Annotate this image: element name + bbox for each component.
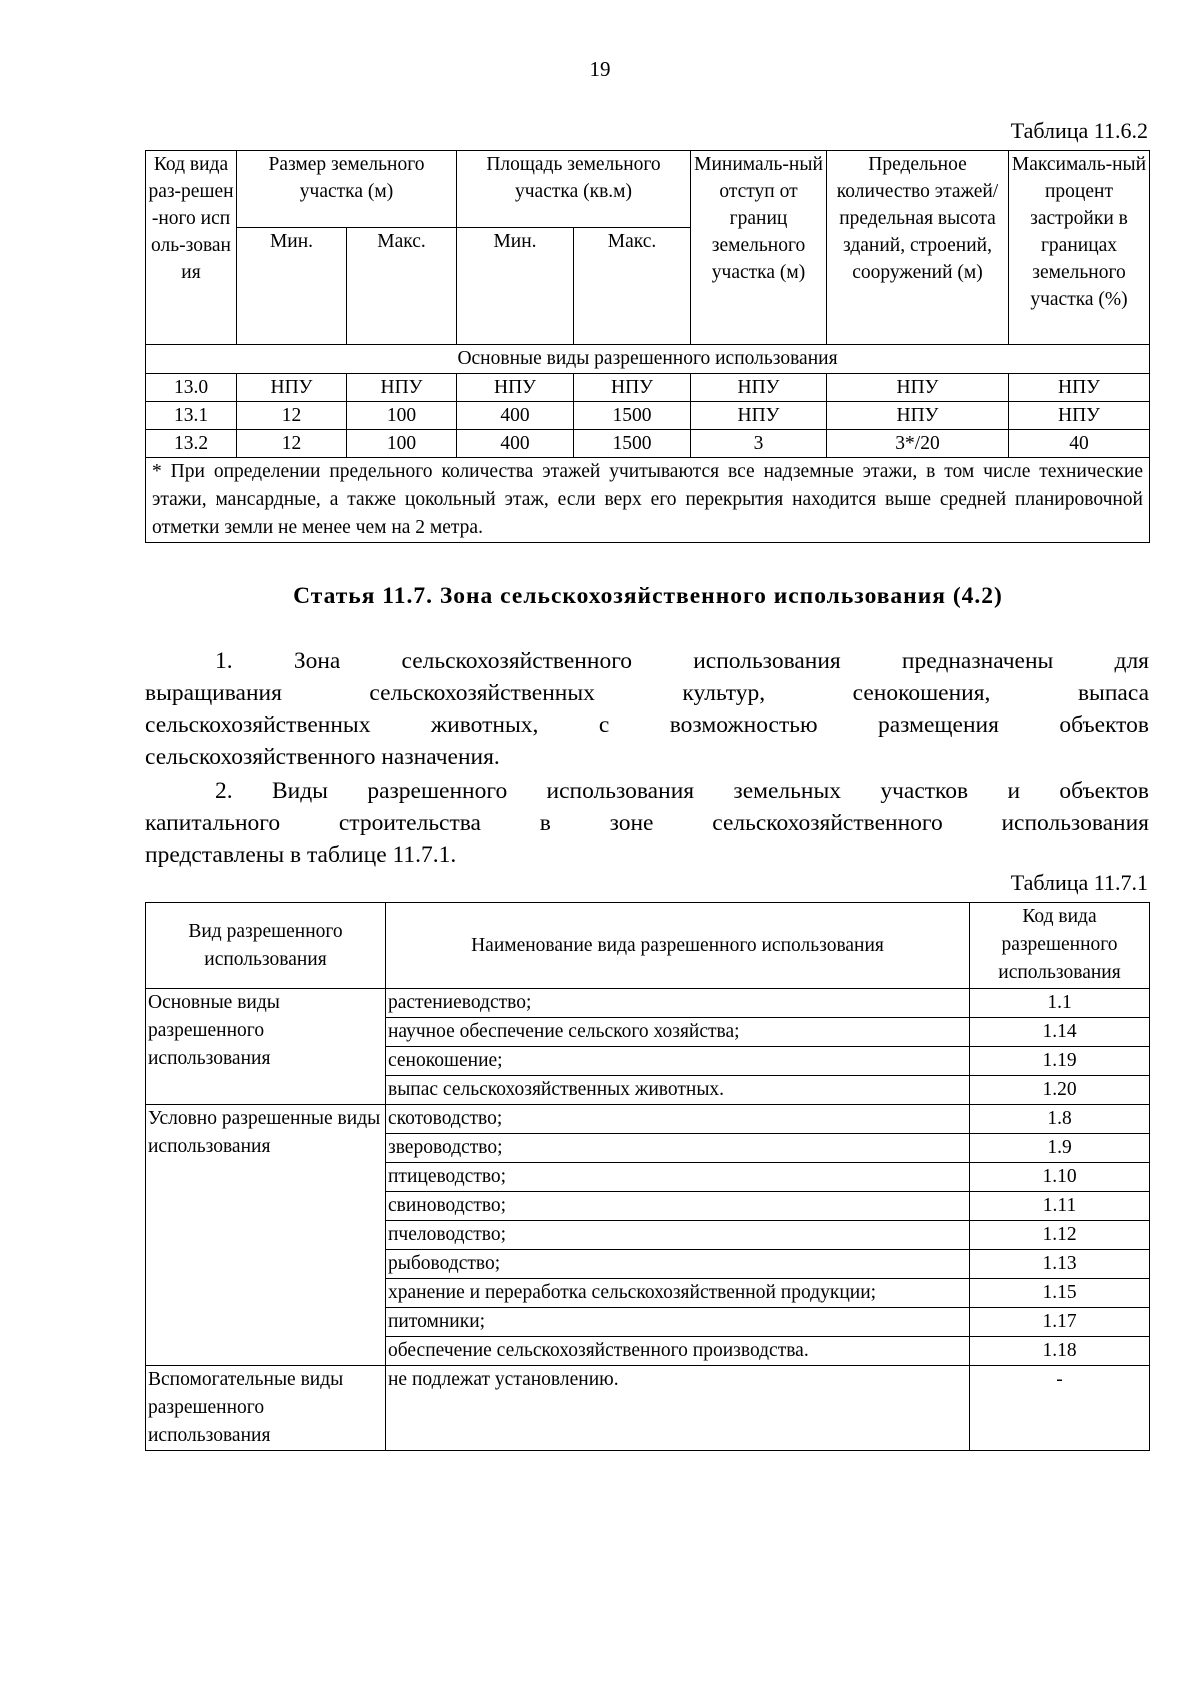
col-header-size: Размер земельного участка (м) — [237, 151, 457, 228]
table-caption: Таблица 11.6.2 — [1010, 118, 1148, 143]
paragraph-line: 1. Зона сельскохозяйственного использования предназначены для — [215, 648, 1149, 674]
paragraph-line: выращивания сельскохозяйственных культур, сенокошения, выпаса — [145, 680, 1149, 706]
use-type-code: - — [970, 1366, 1150, 1451]
use-type-code: 1.9 — [970, 1134, 1150, 1163]
use-type-name: скотоводство; — [386, 1105, 970, 1134]
use-type-code: 1.14 — [970, 1018, 1150, 1047]
table-cell: 40 — [1009, 430, 1150, 458]
table-row — [146, 989, 1150, 1018]
table-row — [146, 1366, 1150, 1451]
table-cell: НПУ — [691, 374, 827, 402]
table-cell: 400 — [457, 430, 574, 458]
article-heading: Статья 11.7. Зона сельскохозяйственного использования (4.2) — [293, 583, 1003, 609]
use-type-name: хранение и переработка сельскохозяйственной продукции; — [386, 1279, 970, 1308]
col-header-area: Площадь земельного участка (кв.м) — [457, 151, 691, 228]
table-cell: 13.2 — [146, 430, 237, 458]
table-cell: 1500 — [574, 402, 691, 430]
use-type-name: выпас сельскохозяйственных животных. — [386, 1076, 970, 1105]
col-header-area-min: Мин. — [457, 228, 574, 345]
table-cell: НПУ — [1009, 374, 1150, 402]
table-cell: 100 — [347, 430, 457, 458]
use-type-code: 1.19 — [970, 1047, 1150, 1076]
land-use-types-table — [145, 902, 1150, 1451]
table-cell: 13.1 — [146, 402, 237, 430]
table-cell: 12 — [237, 430, 347, 458]
paragraph-2 — [145, 775, 1149, 871]
use-type-code: 1.11 — [970, 1192, 1150, 1221]
col-header-offset: Минималь-ный отступ от границ земельного участка (м) — [691, 151, 827, 345]
use-type-code: 1.18 — [970, 1337, 1150, 1366]
use-type-name: обеспечение сельскохозяйственного производства. — [386, 1337, 970, 1366]
use-type-code: 1.12 — [970, 1221, 1150, 1250]
use-type-name: свиноводство; — [386, 1192, 970, 1221]
use-type-code: 1.20 — [970, 1076, 1150, 1105]
col-header-percent: Максималь-ный процент застройки в границах земельного участка (%) — [1009, 151, 1150, 345]
use-type-code: 1.17 — [970, 1308, 1150, 1337]
table-cell: НПУ — [1009, 402, 1150, 430]
table-cell: 100 — [347, 402, 457, 430]
use-type-name: научное обеспечение сельского хозяйства; — [386, 1018, 970, 1047]
use-type-name: птицеводство; — [386, 1163, 970, 1192]
use-type-name: растениеводство; — [386, 989, 970, 1018]
table-caption: Таблица 11.7.1 — [1010, 870, 1148, 895]
table-cell: НПУ — [574, 374, 691, 402]
use-type-name: сенокошение; — [386, 1047, 970, 1076]
use-type-code: 1.13 — [970, 1250, 1150, 1279]
table-cell: 3*/20 — [827, 430, 1009, 458]
table-cell: НПУ — [237, 374, 347, 402]
use-type-name: пчеловодство; — [386, 1221, 970, 1250]
table-cell: 1500 — [574, 430, 691, 458]
row-category: Вспомогательные виды разрешенного использования — [146, 1366, 386, 1451]
section-label: Основные виды разрешенного использования — [146, 345, 1150, 374]
col-header-size-min: Мин. — [237, 228, 347, 345]
use-type-code: 1.10 — [970, 1163, 1150, 1192]
table-cell: 12 — [237, 402, 347, 430]
table-cell: НПУ — [457, 374, 574, 402]
table-row — [146, 374, 1150, 402]
col-header-code: Код вида разрешенного использования — [970, 903, 1150, 989]
zoning-parameters-table — [145, 150, 1150, 543]
col-header-code: Код вида раз-решен-ного исполь-зования — [146, 151, 237, 345]
use-type-name: питомники; — [386, 1308, 970, 1337]
col-header-area-max: Макс. — [574, 228, 691, 345]
use-type-name: звероводство; — [386, 1134, 970, 1163]
table-cell: 3 — [691, 430, 827, 458]
use-type-name: не подлежат установлению. — [386, 1366, 970, 1451]
col-header-size-max: Макс. — [347, 228, 457, 345]
table-cell: НПУ — [827, 374, 1009, 402]
paragraph-line: сельскохозяйственных животных, с возможностью размещения объектов — [145, 712, 1149, 738]
table-row — [146, 1105, 1150, 1134]
paragraph-line: представлены в таблице 11.7.1. — [145, 842, 457, 868]
page-number: 19 — [589, 57, 611, 81]
table-cell: НПУ — [347, 374, 457, 402]
col-header-type: Вид разрешенного использования — [146, 903, 386, 989]
col-header-name: Наименование вида разрешенного использования — [386, 903, 970, 989]
table-cell: НПУ — [691, 402, 827, 430]
use-type-code: 1.1 — [970, 989, 1150, 1018]
table-cell: 400 — [457, 402, 574, 430]
table-footnote: * При определении предельного количества этажей учитываются все надземные этажи, в том числе технические этажи, мансардные, а также цокольный этаж, если верх его перекрытия находится выше средней планировочной отметки земли не менее чем на 2 метра. — [146, 458, 1150, 543]
table-row — [146, 402, 1150, 430]
use-type-name: рыбоводство; — [386, 1250, 970, 1279]
table-cell: НПУ — [827, 402, 1009, 430]
row-category: Основные виды разрешенного использования — [146, 989, 386, 1105]
use-type-code: 1.15 — [970, 1279, 1150, 1308]
paragraph-line: сельскохозяйственного назначения. — [145, 744, 500, 770]
paragraph-line: 2. Виды разрешенного использования земельных участков и объектов — [215, 778, 1149, 804]
table-row — [146, 430, 1150, 458]
table-cell: 13.0 — [146, 374, 237, 402]
col-header-floors: Предельное количество этажей/ предельная высота зданий, строений, сооружений (м) — [827, 151, 1009, 345]
row-category: Условно разрешенные виды использования — [146, 1105, 386, 1366]
use-type-code: 1.8 — [970, 1105, 1150, 1134]
paragraph-line: капитального строительства в зоне сельскохозяйственного использования — [145, 810, 1149, 836]
paragraph-1 — [145, 645, 1149, 773]
